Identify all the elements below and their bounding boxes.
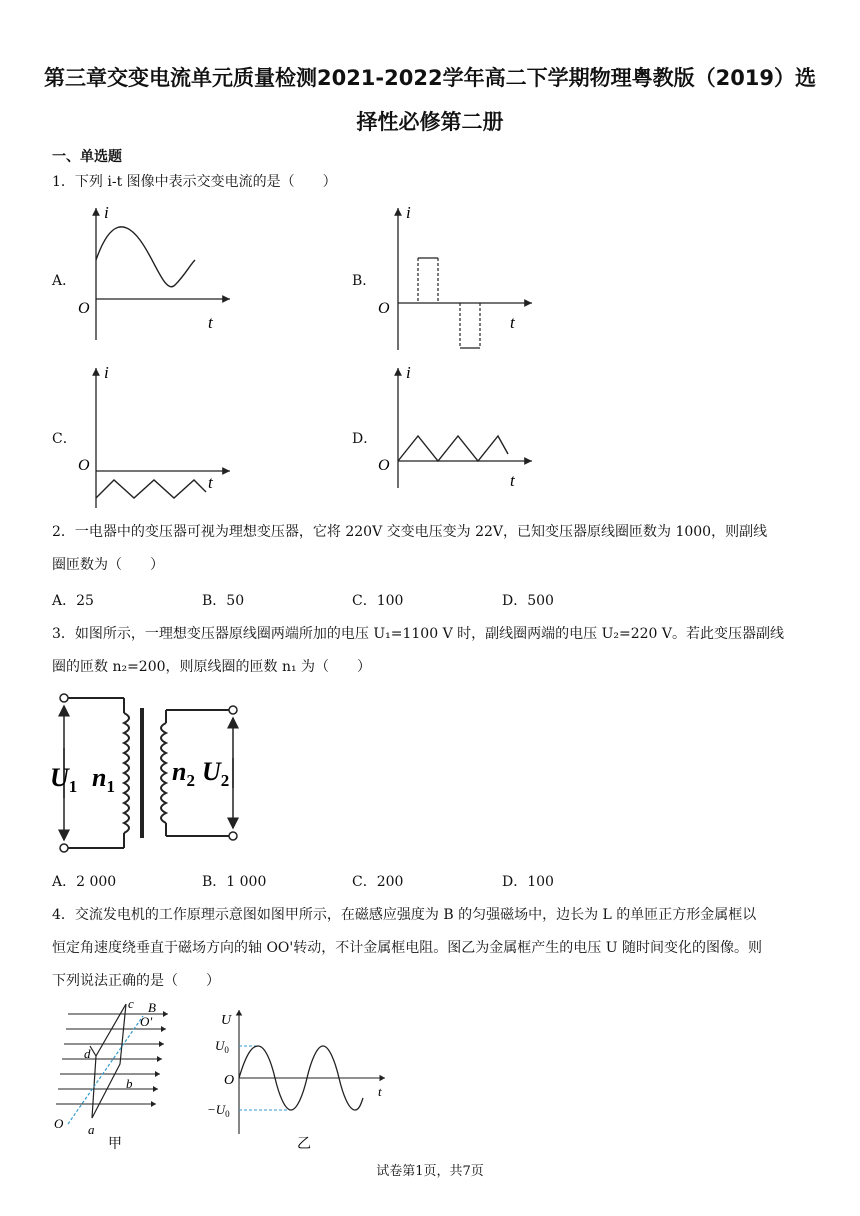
- q1-option-c-label: C．: [52, 431, 77, 447]
- q2-option-d: D．500: [502, 593, 554, 609]
- origin-label: O: [378, 457, 390, 474]
- axis-label-U: U: [221, 1013, 232, 1028]
- question-3-stem-line1: 3．如图所示，一理想变压器原线圈两端所加的电压 U₁=1100 V 时，副线圈两端的电压 U₂=220 V。若此变压器副线: [52, 626, 785, 642]
- q1-graph-d: [372, 362, 542, 492]
- axis-label-i: i: [406, 363, 411, 382]
- q1-graph-b: [372, 200, 542, 355]
- q3-option-a: A．2 000: [52, 874, 117, 890]
- question-2-stem-line2: 圈匝数为（ ）: [52, 557, 164, 573]
- question-2-stem-line1: 2．一电器中的变压器可视为理想变压器，它将 220V 交变电压变为 22V，已知变压器原线圈匝数为 1000，则副线: [52, 524, 768, 540]
- question-1-stem: 1．下列 i-t 图像中表示交变电流的是（ ）: [52, 174, 337, 190]
- page-title: 第三章交变电流单元质量检测2021-2022学年高二下学期物理粤教版（2019）选: [43, 66, 817, 90]
- label-B: B: [148, 1000, 156, 1015]
- axis-label-i: i: [406, 203, 411, 222]
- q1-option-a-label: A．: [52, 273, 77, 289]
- q3-option-b: B．1 000: [202, 874, 267, 890]
- origin-label: O: [378, 300, 390, 317]
- q3-option-d: D．100: [502, 874, 554, 890]
- axis-label-t: t: [510, 471, 515, 490]
- question-4-stem-line3: 下列说法正确的是（ ）: [52, 973, 220, 989]
- axis-label-i: i: [104, 203, 109, 222]
- question-3-stem-line2: 圈的匝数 n₂=200，则原线圈的匝数 n₁ 为（ ）: [52, 659, 372, 675]
- origin-label: O: [78, 457, 90, 474]
- section-heading: 一、单选题: [52, 149, 122, 165]
- question-4-stem-line1: 4．交流发电机的工作原理示意图如图甲所示，在磁感应强度为 B 的匀强磁场中，边长为 L 的单匝正方形金属框以: [52, 907, 757, 923]
- q2-option-a: A．25: [52, 593, 94, 609]
- n2-label: $n_2$: [172, 757, 195, 790]
- q1-graph-c: [70, 362, 240, 512]
- q3-transformer-diagram: [50, 688, 255, 858]
- label-a: a: [88, 1122, 95, 1137]
- q2-option-c: C．100: [352, 593, 404, 609]
- q1-graph-a: [70, 200, 240, 345]
- q1-option-d-label: D．: [352, 431, 378, 447]
- label-O-prime: O': [140, 1014, 153, 1029]
- axis-label-t: t: [208, 313, 213, 332]
- axis-label-t: t: [208, 473, 213, 492]
- label-O: O: [54, 1116, 64, 1131]
- q3-option-c: C．200: [352, 874, 404, 890]
- q4-figure-jia: [48, 996, 178, 1152]
- q4-figure-yi: [205, 1006, 395, 1152]
- question-4-stem-line2: 恒定角速度绕垂直于磁场方向的轴 OO'转动，不计金属框电阻。图乙为金属框产生的电压 U 随时间变化的图像。则: [52, 940, 762, 956]
- u0-label: $U_0$: [215, 1038, 229, 1055]
- label-c: c: [128, 996, 134, 1011]
- label-d: d: [84, 1046, 91, 1061]
- q2-option-b: B．50: [202, 593, 245, 609]
- axis-label-t: t: [510, 313, 515, 332]
- q1-option-b-label: B．: [352, 273, 377, 289]
- figure-jia-label: 甲: [108, 1137, 122, 1152]
- neg-u0-label: $-U_0$: [207, 1102, 230, 1119]
- axis-label-i: i: [104, 363, 109, 382]
- axis-label-t: t: [378, 1084, 382, 1099]
- figure-yi-label: 乙: [297, 1137, 311, 1152]
- page-footer: 试卷第1页，共7页: [376, 1164, 484, 1179]
- page-title-line2: 择性必修第二册: [356, 110, 504, 134]
- origin-label: O: [224, 1073, 235, 1088]
- u1-label: $U_1$: [50, 763, 78, 796]
- label-b: b: [126, 1076, 133, 1091]
- origin-label: O: [78, 300, 90, 317]
- u2-label: $U_2$: [202, 757, 230, 790]
- n1-label: $n_1$: [92, 763, 115, 796]
